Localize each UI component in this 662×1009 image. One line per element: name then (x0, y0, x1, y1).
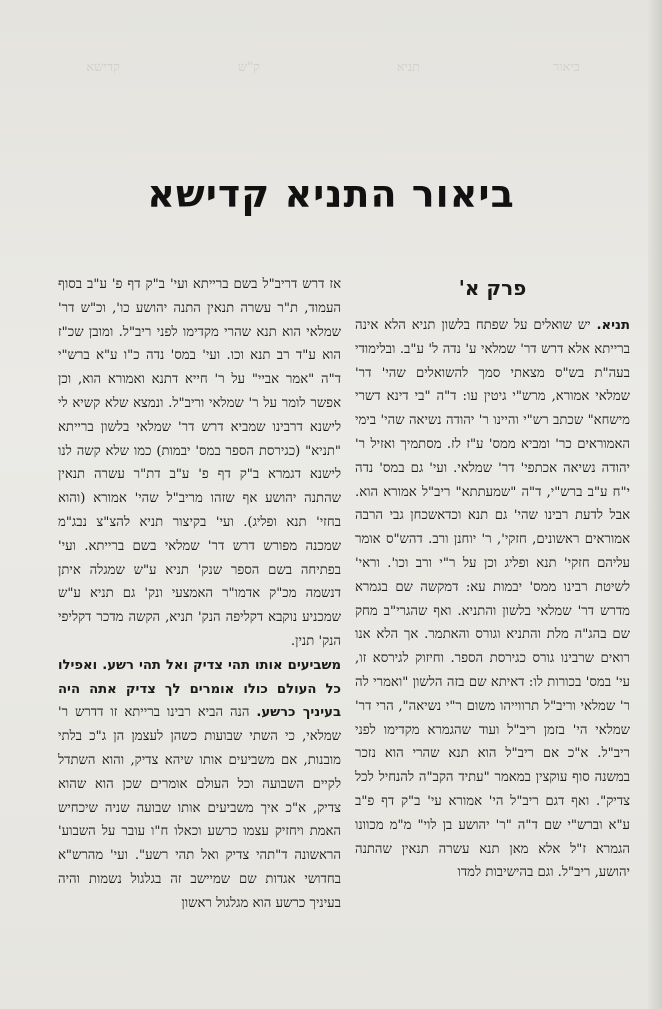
left-column (58, 273, 341, 916)
ghost-header-3: ק"ש (237, 60, 260, 75)
right-column (355, 270, 630, 885)
left-column-paragraph-2 (58, 654, 341, 916)
page-edge (648, 0, 662, 1009)
lead-word: תניא. (596, 318, 630, 333)
page-title: ביאור התניא קדישא (147, 172, 515, 216)
right-column-text: יש שואלים על שפתח בלשון תניא הלא אינה ברייתא אלא דרש דר' שמלאי ע' נדה ל' ע"ב. ובלימודי בעה"ת בש"ס מצאתי סמך להשואלים שהי' דר' שמלאי אמורא, מרש"י גיטין עו: ד"ה "בי דינא דשרי מישחא" שכתב רש"י והיינו ר' יהודה נשיאה שהי' בימי האמוראים כר' ומביא ממס' ע"ז לז. מסתמיך ואזיל ר' יהודה נשיאה אכתפי' דר' שמלאי. ועי' גם במס' נדה י"ח ע"ב ברש"י, ד"ה "שמעתתא" ריב"ל אמורא הוא. אבל לדעת רבינו שהי' גם תנא וכדאשכחן גבי הרבה אמוראים ראשונים, חזקי', ר' יוחנן ורב. דהש"ס אומר עליהם חזקי' תנא ופליג וכן על ר"י ורב וכו'. וראי' לשיטת רבינו ממס' יבמות עא: דמקשה שם בגמרא מדרש דר' שמלאי בלשון והתניא. ואף שהגרי"ב מחק שם בהג"ה מלת והתניא וגורס והאתמר. אך הלא אנו רואים שרבינו גורס כגירסת הספר. וחיזוק לגירסא זו, עי' במס' בכורות לו: דאיתא שם בזה הלשון "ואמרי לה ר' שמלאי וריב"ל תרווייהו משום ר"י נשיאה", הרי דר' שמלאי הי' בזמן ריב"ל ועוד שהגמרא מקדימו לפני ריב"ל. א"כ אם ריב"ל הוא תנא שהרי הוא נזכר במשנה סוף עוקצין במאמר "עתיד הקב"ה להנחיל לכל צדיק". ואף דגם ריב"ל הי' אמורא עי' ב"ק דף פ"ב ע"א וברש"י שם ד"ה "ר' יהושע בן לוי" מ"מ מכוונו הגמרא ז"ל אלא מאן תנא עשרה תנאין שהתנה יהושע, ריב"ל. וגם בהישיבות למדו (355, 318, 630, 881)
ghost-header-2: תניא (396, 60, 420, 75)
right-column-paragraph (355, 314, 630, 885)
left-column-text-2: הנה הביא רבינו ברייתא זו דדרש ר' שמלאי, כי השתי שבועות כשהן לעצמן הן ג"כ בלתי מובנות, אם משביעים אותו שיהא צדיק, והוא השתדל לקיים השבועה וכל העולם אומרים שכן הוא שהוא צדיק, א"כ איך משביעים אותו שבועה שניה שיכחיש האמת ויחזיק עצמו כרשע וכאלו ח"ו עובר על השבוע' הראשונה ד"תהי צדיק ואל תהי רשע". ועי' מהרש"א בחדושי אגדות שם שמיישב זה בגלגול נשמות והיה בעיניך כרשע הוא מגלגול ראשון (58, 705, 341, 911)
chapter-heading: פרק א' (458, 276, 527, 300)
ghost-header-4: קדישא (86, 60, 120, 75)
left-column-paragraph-1: אז דרש דריב"ל בשם ברייתא ועי' ב"ק דף פ' ע"ב בסוף העמוד, ת"ר עשרה תנאין התנה יהושע כו', וכ"ש דר' שמלאי הוא תנא שהרי מקדימו לפני ריב"ל. ומובן שכ"ז הוא ע"ד רב תנא וכו. ועי' במס' נדה כ"ו ע"א ברש"י ד"ה "אמר אביי" על ר' חייא דתנא ואמורא הוא, וכן אפשר לומר על ר' שמלאי וריב"ל. ונמצא שלא קשיא לי לישנא דרבינו שמביא דרש דר' שמלאי בלשון ברייתא "תניא" (כגירסת הספר במס' יבמות) כמו שלא קשה לנו לישנא דגמרא ב"ק דף פ' ע"ב דת"ר עשרה תנאין שהתנה יהושע אף שזהו מריב"ל שהי' אמורא (והוא בחזי' תנא ופליג). ועי' בקיצור תניא להצ"צ נבג"מ שמכנה מפורש דרש דר' שמלאי בשם ברייתא. ועי' בפתיחה בשם הספר שנק' תניא ע"ש שמגלה איתן דנשמה מכ"ק אדמו"ר האמצעי ונק' גם תניא ע"ש שמכניע נוקבא דקליפה הנק' תניא, הקשה מדכר דקליפי הנק' תנין. (58, 277, 341, 649)
quoted-lead: משביעים אותו תהי צדיק ואל תהי רשע. ואפילו כל העולם כולו אומרים לך צדיק אתה היה בעיניך כרשע. (58, 657, 341, 721)
ghost-header-1: ביאור (552, 60, 580, 75)
